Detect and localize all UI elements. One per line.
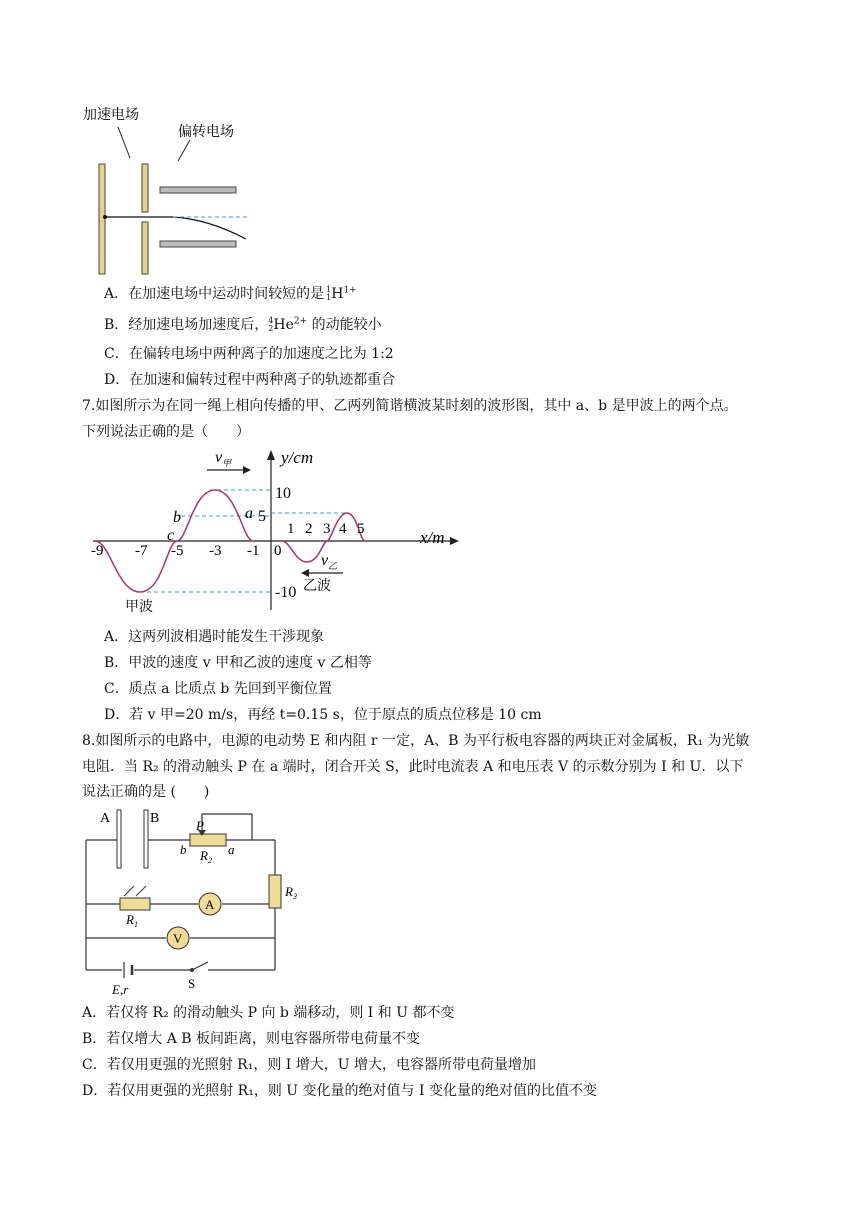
q7-stem-line1: 7.如图所示为在同一绳上相向传播的甲、乙两列简谐横波某时刻的波形图，其中 a、b 是甲波上的两个点。: [82, 398, 738, 414]
nuclide-symbol-he: He: [273, 317, 294, 333]
nuclide-symbol-h: H: [331, 286, 344, 302]
figure-accel-deflect-svg: [78, 98, 278, 283]
q8-stem-line3: 说法正确的是 ( ): [82, 784, 210, 800]
x-tick-label: 4: [339, 521, 347, 537]
pointer-accel: [118, 127, 130, 158]
q8-option-a: A．若仅将 R₂ 的滑动触头 P 向 b 端移动，则 I 和 U 都不变: [82, 1005, 455, 1021]
q6-option-c: C．在偏转电场中两种离子的加速度之比为 1:2: [104, 346, 394, 362]
accel-plate-right-top: [142, 164, 148, 212]
pointer-deflect: [178, 140, 190, 161]
v-jia-arrowhead: [243, 466, 251, 474]
voltmeter-label: V: [173, 931, 183, 946]
accel-plate-left: [99, 164, 105, 274]
x-axis-label: x/m: [420, 528, 445, 547]
figure-circuit: [80, 800, 300, 1000]
x-tick-label: 5: [357, 521, 365, 537]
point-b-label: b: [173, 509, 181, 526]
q7-option-c: C．质点 a 比质点 b 先回到平衡位置: [104, 681, 332, 697]
nuclide-z: 1: [326, 293, 332, 302]
wave-yi-label: 乙波: [303, 578, 331, 594]
x-tick-label: -3: [209, 543, 222, 559]
q6-option-a-text: A．在加速电场中运动时间较短的是: [104, 286, 325, 302]
q6-option-b-tail: 的动能较小: [311, 317, 382, 333]
point-a-label: a: [245, 505, 253, 522]
v-yi-arrowhead: [301, 569, 309, 577]
y-tick-neg10: -10: [275, 584, 297, 601]
switch-label: S: [188, 976, 196, 991]
accel-plate-right-bottom: [142, 222, 148, 274]
y-axis-arrow: [267, 450, 275, 460]
nuclide-charge-he: 2+: [293, 316, 308, 327]
r2-end-b: b: [180, 842, 187, 857]
q8-stem-line1: 8.如图所示的电路中，电源的电动势 E 和内阻 r 一定，A、B 为平行板电容器的两块正对金属板，R₁ 为光敏: [82, 733, 750, 749]
x-tick-label: -9: [91, 543, 104, 559]
wave-jia-label: 甲波: [125, 599, 153, 615]
q7-stem-line2: 下列说法正确的是（ ）: [82, 424, 250, 440]
r2-end-a: a: [228, 842, 235, 857]
r2-label: $R_2$: [200, 848, 212, 865]
y-tick-5: 5: [258, 508, 266, 525]
ion-trajectory: [105, 217, 246, 239]
deflect-plate-top: [160, 187, 236, 193]
x-tick-label: -1: [247, 543, 260, 559]
q8-option-b: B．若仅增大 A B 板间距离，则电容器所带电荷量不变: [82, 1031, 421, 1047]
x-tick-label: 1: [287, 521, 295, 537]
plate-b-label: B: [150, 811, 160, 826]
point-c-label: c: [167, 527, 175, 544]
q6-option-b-text: B．经加速电场加速度后，: [104, 317, 269, 333]
q6-option-b: [104, 316, 382, 334]
nuclide-z-he: 2: [268, 324, 274, 333]
nuclide-mass-he: 4: [268, 316, 274, 325]
switch-lever: [192, 962, 208, 970]
resistor-r2: [190, 834, 226, 846]
r3-label: $R_3$: [285, 884, 297, 901]
q6-option-d: D．在加速和偏转过程中两种离子的轨迹都重合: [104, 372, 396, 388]
x-tick-label: 2: [305, 521, 313, 537]
figure-wave-svg: [85, 440, 465, 620]
q8-stem-line2: 电阻．当 R₂ 的滑动触头 P 在 a 端时，闭合开关 S，此时电流表 A 和电压表 V 的示数分别为 I 和 U．以下: [82, 759, 744, 775]
q8-option-d: D．若仅用更强的光照射 R₁，则 U 变化量的绝对值与 I 变化量的绝对值的比值不变: [82, 1083, 597, 1099]
slider-p-label: P: [196, 818, 204, 833]
x-tick-label: 0: [274, 543, 282, 559]
figure-circuit-svg: [80, 800, 300, 1000]
q7-option-d: D．若 v 甲=20 m/s，再经 t=0.15 s，位于原点的质点位移是 10 cm: [104, 707, 542, 723]
v-jia-label: $v_甲$: [215, 449, 232, 468]
v-yi-label: $v_乙$: [321, 552, 338, 571]
light-arrow-1: [124, 886, 134, 896]
capacitor-plate-b: [144, 810, 148, 868]
nuclide-charge-h: 1+: [343, 285, 357, 296]
x-tick-label: -7: [135, 543, 148, 559]
q7-option-b: B．甲波的速度 v 甲和乙波的速度 v 乙相等: [104, 655, 372, 671]
q8-option-c: C．若仅用更强的光照射 R₁，则 I 增大，U 增大，电容器所带电荷量增加: [82, 1057, 536, 1073]
deflect-plate-bottom: [160, 241, 236, 247]
battery-label: E,r: [112, 982, 129, 997]
q7-option-a: A．这两列波相遇时能发生干涉现象: [104, 629, 325, 645]
plate-a-label: A: [100, 811, 111, 826]
capacitor-plate-a: [117, 810, 121, 868]
resistor-r3: [269, 875, 281, 908]
r1-label: $R_1$: [126, 912, 138, 929]
x-axis-arrow: [450, 537, 459, 545]
figure-wave: [85, 440, 465, 620]
q6-option-a: [104, 285, 357, 303]
nuclide-mass: 1: [326, 285, 332, 294]
light-arrow-2: [136, 886, 146, 896]
figure-accel-deflect: [78, 98, 278, 283]
x-tick-label: 3: [323, 521, 331, 537]
y-axis-label: y/cm: [281, 448, 314, 467]
label-accel-field: 加速电场: [83, 107, 139, 123]
resistor-r1-photo: [120, 898, 150, 910]
y-tick-10: 10: [275, 485, 291, 502]
x-tick-label: -5: [171, 543, 184, 559]
ammeter-label: A: [205, 897, 215, 912]
label-deflect-field: 偏转电场: [178, 124, 234, 140]
